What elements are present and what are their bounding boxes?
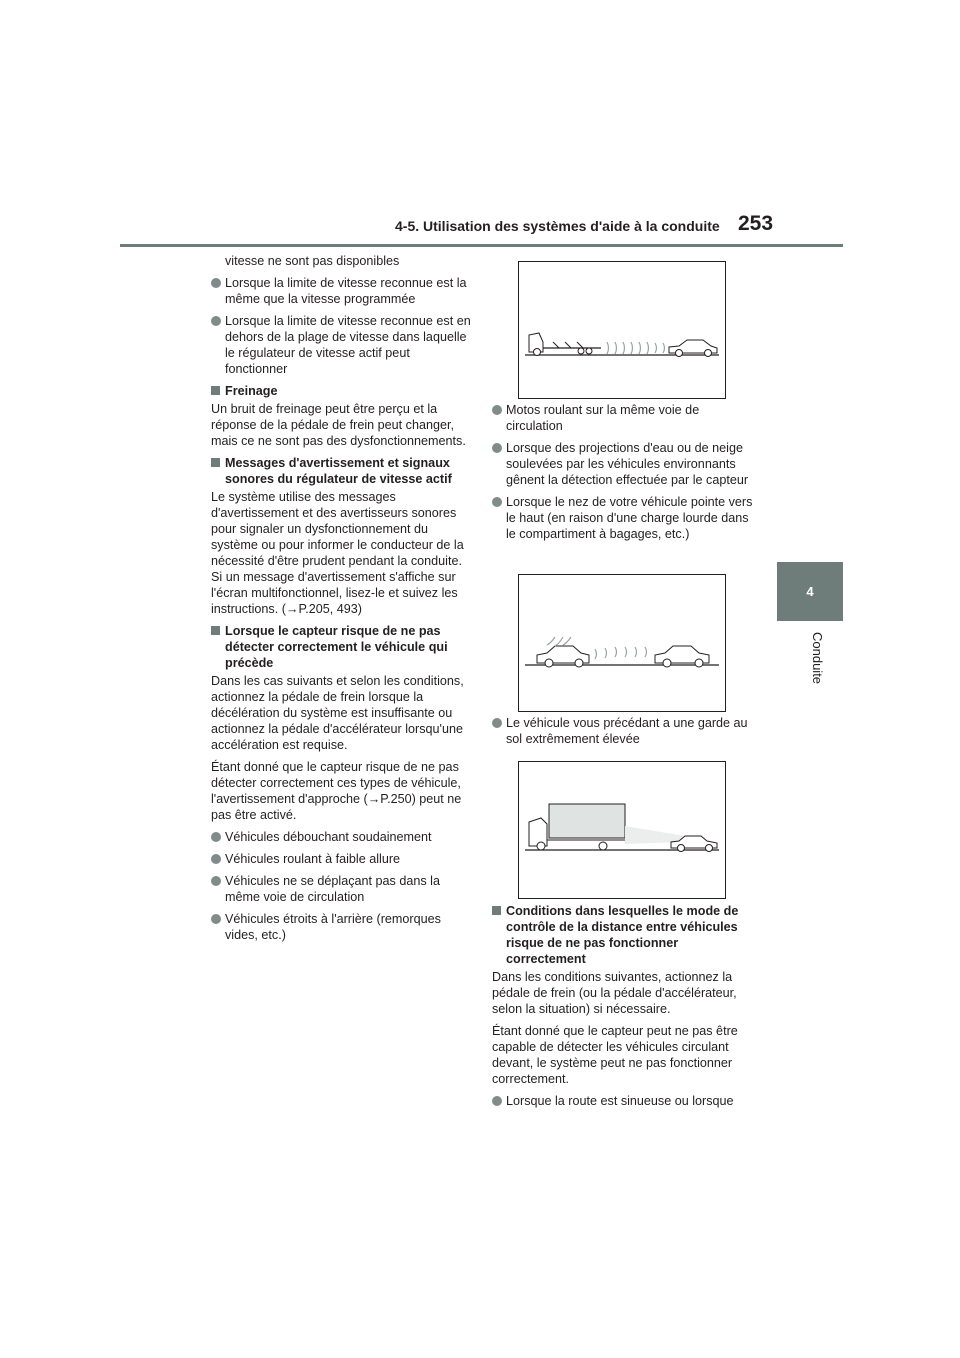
chapter-number: 4 — [806, 584, 814, 599]
right-column-top — [492, 402, 754, 548]
section-heading-capteur: Lorsque le capteur risque de ne pas détecter correctement le véhicule qui précède — [211, 623, 473, 671]
list-item: Lorsque des projections d'eau ou de neige soulevées par les véhicules environnants gênent la détection effectuée par le capteur — [492, 440, 754, 488]
list-item: Lorsque la limite de vitesse reconnue est en dehors de la plage de vitesse dans laquelle le régulateur de vitesse actif peut fonctionner — [211, 313, 473, 377]
header-divider — [120, 244, 843, 247]
paragraph: Un bruit de freinage peut être perçu et la réponse de la pédale de frein peut changer, mais ce ne sont pas des dysfonctionnements. — [211, 402, 466, 448]
paragraph: Étant donné que le capteur peut ne pas être capable de détecter les véhicules circulant devant, le système peut ne pas fonctionner correctement. — [492, 1024, 738, 1086]
paragraph: Le système utilise des messages d'avertissement et des avertisseurs sonores pour signaler un dysfonctionnement du système ou pour informer le conducteur de la nécessité d'être prudent pendant la conduite. Si un message d'avertissement s'affiche sur l'écran multifonctionnel, lisez-le et suivez les instructions. (→P.205, 493) — [211, 490, 464, 616]
list-item: Véhicules débouchant soudainement — [211, 829, 473, 845]
paragraph: Dans les cas suivants et selon les conditions, actionnez la pédale de frein lorsque la décélération du système est insuffisante ou actionnez la pédale d'accélérateur lorsqu'une accélération est requise. — [211, 674, 464, 752]
section-heading-freinage: Freinage — [211, 383, 473, 399]
list-item: Véhicules ne se déplaçant pas dans la même voie de circulation — [211, 873, 473, 905]
list-item: Lorsque la route est sinueuse ou lorsque — [492, 1093, 754, 1109]
paragraph: Dans les conditions suivantes, actionnez la pédale de frein (ou la pédale d'accélérateur, selon la situation) si nécessaire. — [492, 970, 737, 1016]
right-column-bottom — [492, 903, 754, 1115]
illustration-empty-trailer — [518, 261, 726, 399]
list-item: Véhicules étroits à l'arrière (remorques vides, etc.) — [211, 911, 473, 943]
page-number: 253 — [738, 212, 774, 235]
illustration-high-clearance-truck — [518, 761, 726, 899]
illustration-nose-up — [518, 574, 726, 712]
section-heading-messages: Messages d'avertissement et signaux sonores du régulateur de vitesse actif — [211, 455, 473, 487]
chapter-tab[interactable] — [777, 562, 843, 621]
list-item: Lorsque le nez de votre véhicule pointe vers le haut (en raison d'une charge lourde dans le compartiment à bagages, etc.) — [492, 494, 754, 542]
right-column-mid — [492, 715, 754, 753]
list-item: Lorsque la limite de vitesse reconnue est la même que la vitesse programmée — [211, 275, 473, 307]
left-column — [211, 253, 473, 949]
list-item: vitesse ne sont pas disponibles — [225, 254, 400, 268]
list-item: Motos roulant sur la même voie de circulation — [492, 402, 754, 434]
section-heading-conditions: Conditions dans lesquelles le mode de contrôle de la distance entre véhicules risque de ne pas fonctionner correctement — [492, 903, 754, 967]
list-item: Véhicules roulant à faible allure — [211, 851, 473, 867]
chapter-label: Conduite — [810, 632, 825, 685]
list-item: Le véhicule vous précédant a une garde au sol extrêmement élevée — [492, 715, 754, 747]
section-title: 4-5. Utilisation des systèmes d'aide à la conduite — [395, 218, 720, 234]
paragraph: Étant donné que le capteur risque de ne pas détecter correctement ces types de véhicule, l'avertissement d'approche (→P.250) peut ne pas être activé. — [211, 760, 462, 822]
